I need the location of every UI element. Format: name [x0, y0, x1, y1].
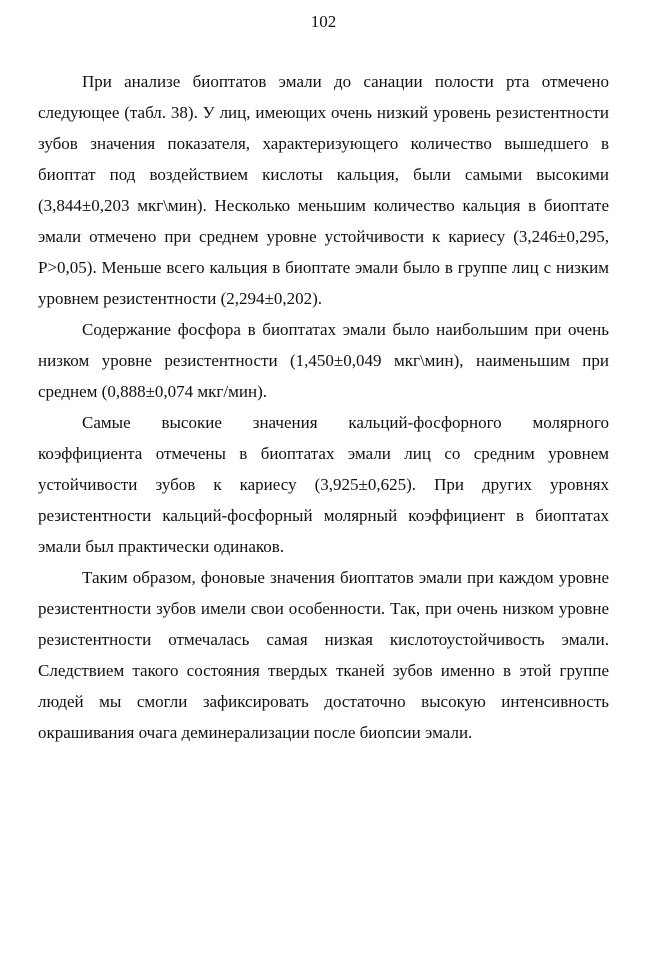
page-number: 102 [310, 12, 337, 31]
paragraph-ca-p-molar-coefficient: Самые высокие значения кальций-фосфорного молярного коэффициента отмечены в биоптатах эмали лиц со средним уровнем устойчивости зубов к кариесу (3,925±0,625). При других уровнях резистентности кальций-фосфорный молярный коэффициент в биоптатах эмали был практически одинаков. [38, 413, 609, 556]
paragraph-conclusion: Таким образом, фоновые значения биоптатов эмали при каждом уровне резистентности зубов имели свои особенности. Так, при очень низком уровне резистентности отмечалась самая низкая кислотоустойчивость эмали. Следствием такого состояния твердых тканей зубов именно в этой группе людей мы смогли зафиксировать достаточно высокую интенсивность окрашивания очага деминерализации после биопсии эмали. [38, 568, 609, 742]
paragraph-phosphorus-content: Содержание фосфора в биоптатах эмали было наибольшим при очень низком уровне резистентности (1,450±0,049 мкг\мин), наименьшим при среднем (0,888±0,074 мкг/мин). [38, 320, 609, 401]
paragraph-enamel-biopsy-calcium: При анализе биоптатов эмали до санации полости рта отмечено следующее (табл. 38). У лиц, имеющих очень низкий уровень резистентности зубов значения показателя, характеризующего количество вышедшего в биоптат под воздействием кислоты кальция, были самыми высокими (3,844±0,203 мкг\мин). Несколько меньшим количество кальция в биоптате эмали отмечено при среднем уровне устойчивости к кариесу (3,246±0,295, Р>0,05). Меньше всего кальция в биоптате эмали было в группе лиц с низким уровнем резистентности (2,294±0,202). [38, 72, 609, 308]
document-body [38, 66, 609, 748]
